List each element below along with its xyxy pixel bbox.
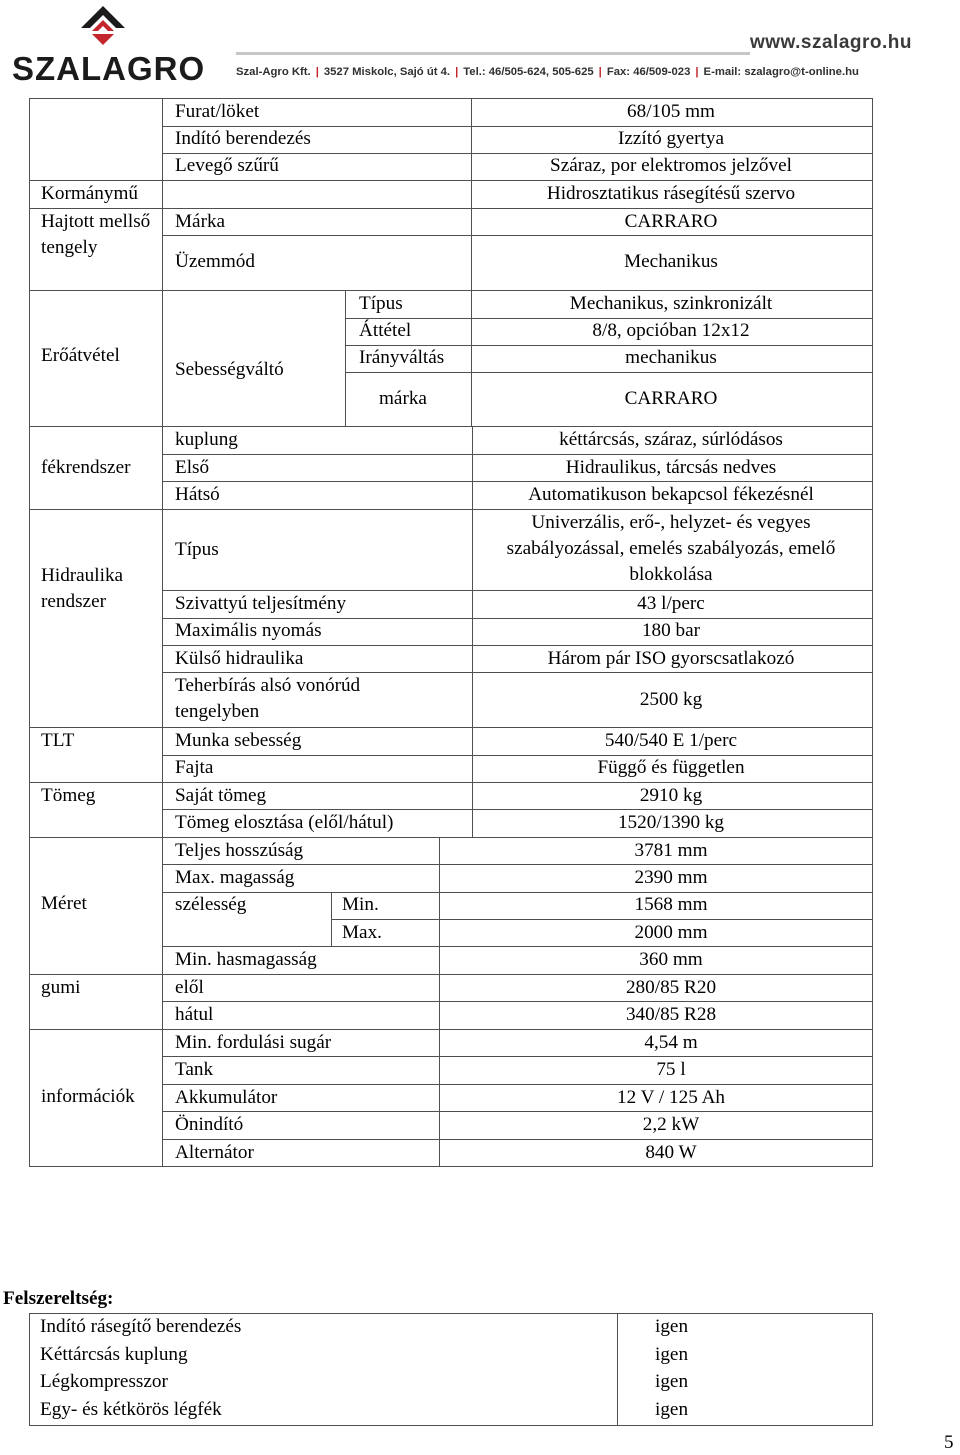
row-group-label: Kormánymű	[41, 183, 138, 204]
row-label: szélesség	[175, 894, 247, 915]
company-phone: Tel.: 46/505-624, 505-625	[463, 66, 594, 78]
row-value: 3781 mm	[634, 840, 708, 861]
equipment-table	[29, 1313, 873, 1426]
row-value: Három pár ISO gyorscsatlakozó	[547, 648, 795, 669]
table-border	[29, 1425, 873, 1426]
spec-table	[29, 98, 873, 1167]
row-label: Első	[175, 457, 210, 478]
row-value: 43 l/perc	[637, 593, 705, 614]
separator-icon: |	[695, 66, 699, 78]
row-divider	[162, 1056, 873, 1057]
row-group-label: Hajtott mellső tengely	[41, 211, 151, 258]
logo-mark-icon	[78, 4, 128, 50]
row-label: Maximális nyomás	[175, 620, 322, 641]
row-value: 540/540 E 1/perc	[604, 730, 738, 751]
row-label: Üzemmód	[175, 251, 255, 272]
row-value: 12 V / 125 Ah	[616, 1087, 726, 1108]
row-label: Alternátor	[175, 1142, 254, 1163]
row-label: kuplung	[175, 429, 238, 450]
table-border	[29, 98, 873, 99]
row-group-label: TLT	[41, 730, 75, 751]
row-group-label: gumi	[41, 977, 81, 998]
equipment-label: Indító rásegítő berendezés	[40, 1316, 242, 1337]
row-sublabel: márka	[379, 388, 427, 409]
company-fax: Fax: 46/509-023	[606, 66, 691, 78]
row-sublabel: Áttétel	[359, 320, 412, 341]
equipment-label: Légkompresszor	[40, 1371, 168, 1392]
row-label: Önindító	[175, 1114, 244, 1135]
row-value: 75 l	[656, 1059, 686, 1080]
row-value: Automatikuson bekapcsol fékezésnél	[528, 484, 814, 505]
row-divider	[29, 1029, 873, 1030]
row-value: 68/105 mm	[627, 101, 715, 122]
header-divider	[236, 52, 750, 55]
separator-icon: |	[315, 66, 319, 78]
row-divider	[29, 837, 873, 838]
row-divider	[162, 1111, 873, 1112]
row-value: 180 bar	[641, 620, 701, 641]
row-group-label: Hidraulika rendszer	[41, 565, 124, 612]
row-value: Univerzális, erő-, helyzet- és vegyes szabályozással, emelés szabályozás, emelő blokkolása	[506, 512, 836, 585]
row-value: 280/85 R20	[625, 977, 717, 998]
row-group-label: információk	[41, 1086, 135, 1107]
website-link[interactable]: www.szalagro.hu	[750, 32, 912, 53]
equipment-label: Egy- és kétkörös légfék	[40, 1398, 222, 1420]
table-border	[29, 1166, 873, 1167]
row-sublabel: Irányváltás	[359, 347, 445, 368]
row-value: CARRARO	[624, 211, 718, 232]
equipment-value: igen	[655, 1371, 689, 1392]
row-value: 1568 mm	[634, 894, 708, 915]
company-address: 3527 Miskolc, Sajó út 4.	[323, 66, 451, 78]
row-value: Mechanikus, szinkronizált	[569, 293, 773, 314]
row-label: Fajta	[175, 757, 214, 778]
row-value: Mechanikus	[624, 251, 718, 272]
contact-line	[236, 66, 859, 78]
company-name: Szal-Agro Kft.	[236, 66, 311, 78]
row-label: Tömeg elosztása (elől/hátul)	[175, 812, 394, 833]
row-value: 360 mm	[639, 949, 703, 970]
row-label: Min. hasmagasság	[175, 949, 317, 970]
row-group-label: fékrendszer	[41, 457, 131, 478]
row-value: 840 W	[645, 1142, 697, 1163]
row-label: Munka sebesség	[175, 730, 302, 751]
row-value: kéttárcsás, száraz, súrlódásos	[559, 429, 783, 450]
equipment-value: igen	[655, 1398, 689, 1420]
row-label: Külső hidraulika	[175, 648, 304, 669]
column-divider	[472, 426, 473, 837]
row-label: Indító berendezés	[175, 128, 311, 149]
row-label: Típus	[175, 539, 219, 560]
company-logo	[12, 4, 206, 88]
column-divider	[617, 1313, 618, 1426]
separator-icon: |	[455, 66, 459, 78]
row-label: Furat/löket	[175, 101, 260, 122]
column-divider	[439, 837, 440, 1167]
row-label: Max. magasság	[175, 867, 295, 888]
row-divider	[162, 235, 873, 236]
contact-header	[236, 30, 926, 90]
row-label: hátul	[175, 1004, 214, 1025]
row-label: Szivattyú teljesítmény	[175, 593, 347, 614]
row-value: mechanikus	[625, 347, 717, 368]
row-value: Függő és független	[597, 757, 745, 778]
row-value: 340/85 R28	[625, 1004, 717, 1025]
row-divider	[162, 1001, 873, 1002]
row-label: Teherbírás alsó vonórúd tengelyben	[175, 675, 361, 722]
row-divider	[29, 974, 873, 975]
row-group-label: Méret	[41, 893, 87, 914]
equipment-title: Felszereltség:	[3, 1288, 114, 1309]
row-divider	[29, 782, 873, 783]
row-label: Márka	[175, 211, 226, 232]
row-value: 4,54 m	[644, 1032, 698, 1053]
row-value: Hidrosztatikus rásegítésű szervo	[546, 183, 796, 204]
row-value: 8/8, opcióban 12x12	[592, 320, 750, 341]
row-value: Száraz, por elektromos jelzővel	[550, 155, 792, 176]
column-divider	[331, 892, 332, 946]
row-label: Teljes hosszúság	[175, 840, 304, 861]
row-label: Min. fordulási sugár	[175, 1032, 332, 1053]
table-border	[872, 98, 873, 1167]
row-divider	[162, 755, 873, 756]
row-value: 2500 kg	[639, 689, 703, 710]
row-value: 2000 mm	[634, 922, 708, 943]
column-divider	[471, 98, 472, 426]
row-value: Izzító gyertya	[617, 128, 725, 149]
row-group-label: Tömeg	[41, 785, 96, 806]
row-label: Saját tömeg	[175, 785, 267, 806]
row-label: Akkumulátor	[175, 1087, 278, 1108]
equipment-value: igen	[655, 1316, 689, 1337]
row-label: Sebességváltó	[175, 359, 284, 380]
row-value: 2910 kg	[639, 785, 703, 806]
row-label: Tank	[175, 1059, 214, 1080]
row-sublabel: Max.	[342, 922, 382, 943]
row-divider	[162, 892, 873, 893]
logo-text: SZALAGRO	[12, 50, 206, 87]
column-divider	[345, 290, 346, 426]
company-email[interactable]: E-mail: szalagro@t-online.hu	[703, 66, 859, 78]
separator-icon: |	[598, 66, 602, 78]
row-sublabel: Min.	[342, 894, 379, 915]
table-border	[872, 1313, 873, 1426]
table-border	[29, 1313, 30, 1426]
row-label: elől	[175, 977, 204, 998]
row-group-label: Erőátvétel	[41, 345, 120, 366]
row-value: 1520/1390 kg	[617, 812, 725, 833]
row-divider	[29, 208, 873, 209]
row-divider	[162, 1139, 873, 1140]
row-value: CARRARO	[624, 388, 718, 409]
row-label: Hátsó	[175, 484, 220, 505]
page-number: 5	[944, 1432, 954, 1453]
equipment-value: igen	[655, 1343, 689, 1365]
row-value: 2,2 kW	[642, 1114, 700, 1135]
row-divider	[345, 372, 873, 373]
row-divider	[331, 919, 873, 920]
row-label: Levegő szűrű	[175, 155, 279, 176]
row-value: 2390 mm	[634, 867, 708, 888]
row-sublabel: Típus	[359, 293, 403, 314]
row-value: Hidraulikus, tárcsás nedves	[565, 457, 777, 478]
table-border	[29, 98, 30, 1167]
column-divider	[162, 98, 163, 1167]
equipment-label: Kéttárcsás kuplung	[40, 1343, 188, 1365]
row-divider	[29, 727, 873, 728]
